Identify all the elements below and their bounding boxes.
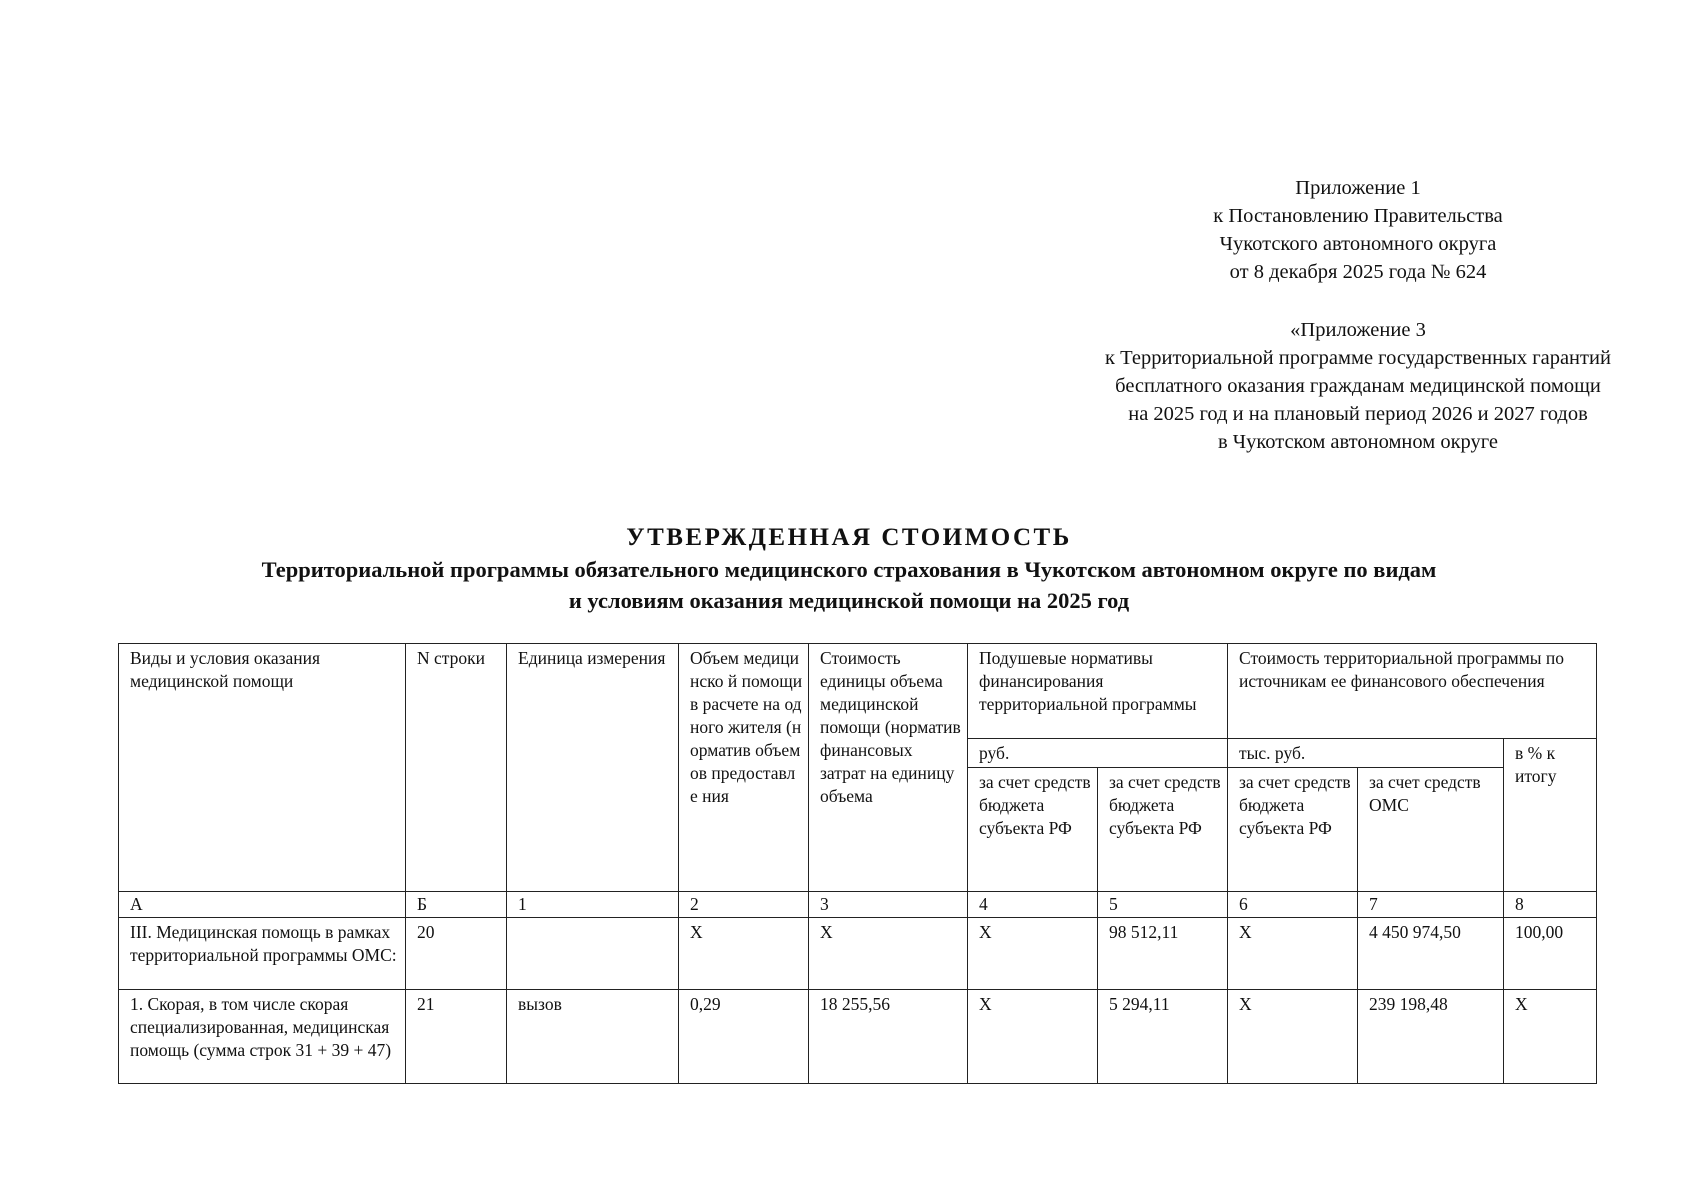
row-type: III. Медицинская помощь в рамках территориальной программы ОМС: — [119, 918, 406, 990]
row-percent: X — [1504, 990, 1597, 1084]
cost-table — [118, 643, 1597, 1084]
header-oms-cost: за счет средств ОМС — [1358, 768, 1504, 892]
header-types: Виды и условия оказания медицинской помощи — [119, 644, 406, 892]
document-title: УТВЕРЖДЕННАЯ СТОИМОСТЬ — [626, 524, 1072, 551]
row-budget-cost: X — [1228, 918, 1358, 990]
appendix-3-line: в Чукотском автономном округе — [1217, 431, 1499, 453]
appendix-3-line: на 2025 год и на плановый период 2026 и 2027 годов — [1128, 403, 1588, 425]
table-row — [119, 990, 1597, 1084]
column-letter: 4 — [968, 892, 1098, 918]
header-row-1 — [119, 644, 1597, 739]
appendix-3-line: бесплатного оказания гражданам медицинской помощи — [1115, 375, 1601, 397]
header-percent: в % к итогу — [1504, 739, 1597, 892]
appendix-1-line: от 8 декабря 2025 года № 624 — [1229, 261, 1487, 283]
row-number: 20 — [406, 918, 507, 990]
row-volume: X — [679, 918, 809, 990]
header-per-capita: Подушевые нормативы финансирования территориальной программы — [968, 644, 1228, 739]
column-letter: 6 — [1228, 892, 1358, 918]
row-unit: вызов — [507, 990, 679, 1084]
document-subtitle-line-2: и условиям оказания медицинской помощи на 2025 год — [568, 588, 1130, 613]
column-letter: 2 — [679, 892, 809, 918]
appendix-3-line: к Территориальной программе государственных гарантий — [1105, 347, 1611, 369]
appendix-1-line: Чукотского автономного округа — [1219, 233, 1497, 255]
header-program-cost: Стоимость территориальной программы по источникам ее финансового обеспечения — [1228, 644, 1597, 739]
row-budget-cost: X — [1228, 990, 1358, 1084]
appendix-1-line: Приложение 1 — [1295, 177, 1421, 199]
column-letter: 8 — [1504, 892, 1597, 918]
row-percent: 100,00 — [1504, 918, 1597, 990]
row-oms-cost: 4 450 974,50 — [1358, 918, 1504, 990]
header-budget-cost: за счет средств бюджета субъекта РФ — [1228, 768, 1358, 892]
row-budget-per-capita-2: 5 294,11 — [1098, 990, 1228, 1084]
appendix-3-header — [1038, 316, 1678, 456]
header-thous-rub: тыс. руб. — [1228, 739, 1504, 768]
header-unit-cost: Стоимость единицы объема медицинской помощи (норматив финансовых затрат на единицу объема — [809, 644, 968, 892]
header-row-number: N строки — [406, 644, 507, 892]
appendix-1-header — [1038, 174, 1678, 286]
row-unit — [507, 918, 679, 990]
column-letter: 5 — [1098, 892, 1228, 918]
appendix-1-line: к Постановлению Правительства — [1213, 205, 1503, 227]
row-budget-per-capita: X — [968, 918, 1098, 990]
column-letter: 3 — [809, 892, 968, 918]
row-type: 1. Скорая, в том числе скорая специализированная, медицинская помощь (сумма строк 31 + 39 + 47) — [119, 990, 406, 1084]
column-letter: Б — [406, 892, 507, 918]
column-letter: 7 — [1358, 892, 1504, 918]
row-unit-cost: X — [809, 918, 968, 990]
row-unit-cost: 18 255,56 — [809, 990, 968, 1084]
column-letter-row — [119, 892, 1597, 918]
column-letter: А — [119, 892, 406, 918]
column-letter: 1 — [507, 892, 679, 918]
row-number: 21 — [406, 990, 507, 1084]
row-oms-cost: 239 198,48 — [1358, 990, 1504, 1084]
header-volume: Объем медицинско й помощи в расчете на одного жителя (норматив объемов предоставле ния — [679, 644, 809, 892]
row-budget-per-capita: X — [968, 990, 1098, 1084]
document-subtitle-line-1: Территориальной программы обязательного медицинского страхования в Чукотском автономном округе по видам — [261, 557, 1437, 582]
header-rub: руб. — [968, 739, 1228, 768]
row-budget-per-capita-2: 98 512,11 — [1098, 918, 1228, 990]
header-budget-per-capita-2: за счет средств бюджета субъекта РФ — [1098, 768, 1228, 892]
header-budget-per-capita: за счет средств бюджета субъекта РФ — [968, 768, 1098, 892]
document-titles — [0, 522, 1698, 616]
header-unit: Единица измерения — [507, 644, 679, 892]
table-row — [119, 918, 1597, 990]
appendix-3-line: «Приложение 3 — [1290, 319, 1426, 341]
row-volume: 0,29 — [679, 990, 809, 1084]
